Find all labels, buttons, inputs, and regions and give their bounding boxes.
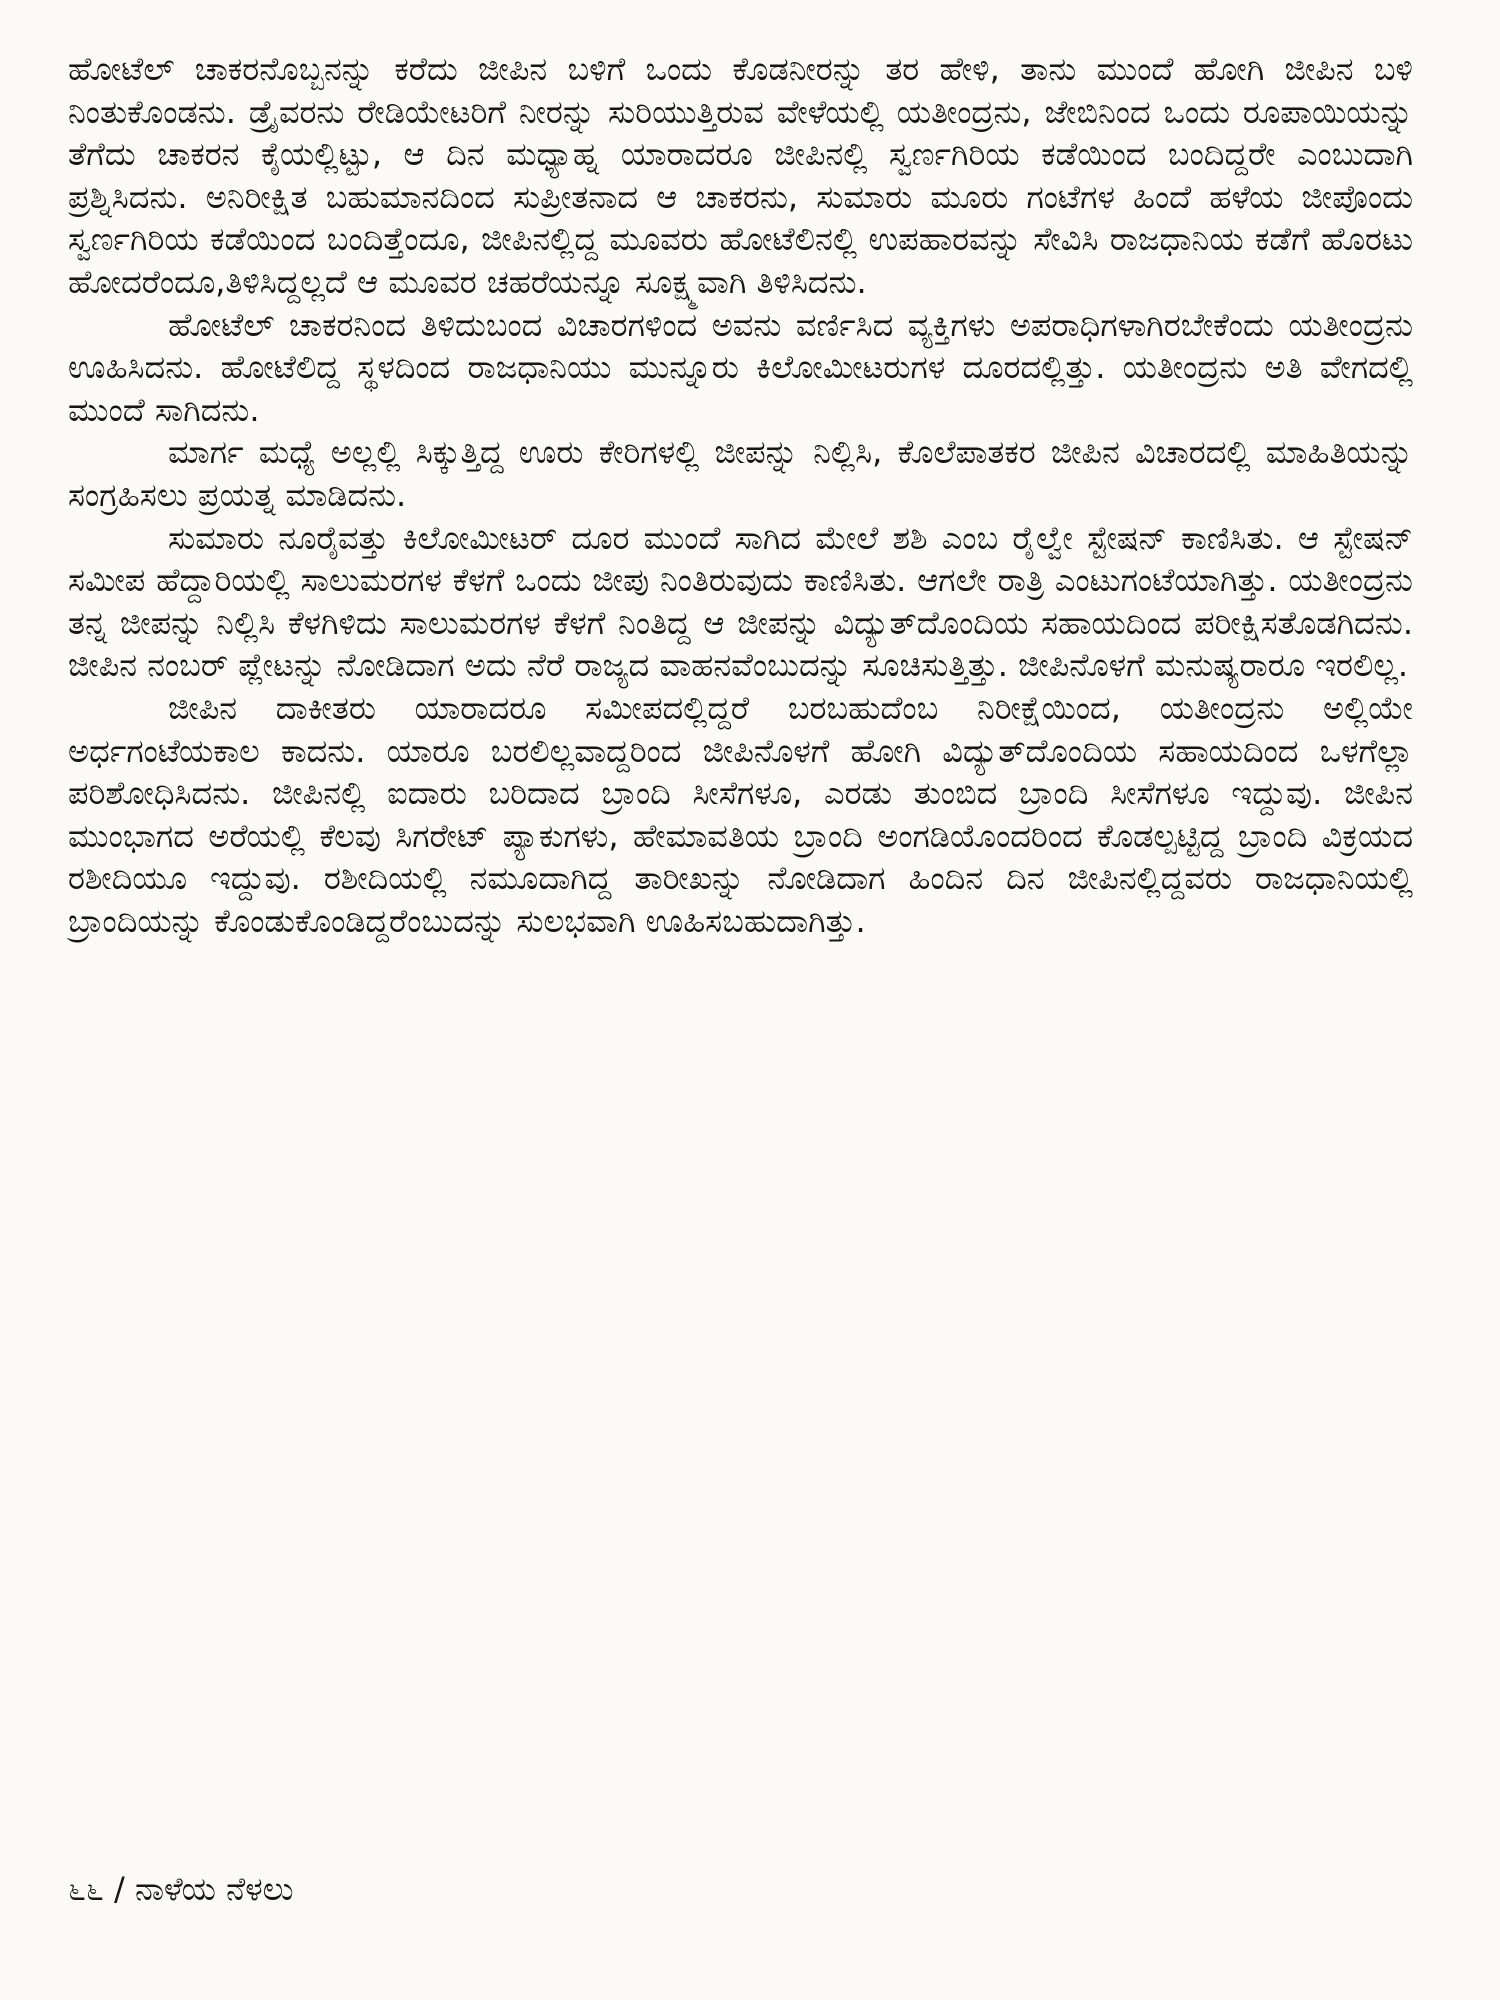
paragraph-5: ಜೀಪಿನ ದಾಕೀತರು ಯಾರಾದರೂ ಸಮೀಪದಲ್ಲಿದ್ದರೆ ಬರಬಹುದೆಂಬ ನಿರೀಕ್ಷೆಯಿಂದ, ಯತೀಂದ್ರನು ಅಲ್ಲಿಯೇ ಅರ್ಧಗಂಟೆಯಕಾಲ ಕಾದನು. ಯಾರೂ ಬರಲಿಲ್ಲವಾದ್ದರಿಂದ ಜೀಪಿನೊಳಗೆ ಹೋಗಿ ವಿದ್ಯುತ್‌ದೊಂದಿಯ ಸಹಾಯದಿಂದ ಒಳಗೆಲ್ಲಾ ಪರಿಶೋಧಿಸಿದನು. ಜೀಪಿನಲ್ಲಿ ಐದಾರು ಬರಿದಾದ ಬ್ರಾಂದಿ ಸೀಸೆಗಳೂ, ಎರಡು ತುಂಬಿದ ಬ್ರಾಂದಿ ಸೀಸೆಗಳೂ ಇದ್ದುವು. ಜೀಪಿನ ಮುಂಭಾಗದ ಅರೆಯಲ್ಲಿ ಕೆಲವು ಸಿಗರೇಟ್ ಪ್ಯಾಕುಗಳು, ಹೇಮಾವತಿಯ ಬ್ರಾಂದಿ ಅಂಗಡಿಯೊಂದರಿಂದ ಕೊಡಲ್ಪಟ್ಟಿದ್ದ ಬ್ರಾಂದಿ ವಿಕ್ರಯದ ರಶೀದಿಯೂ ಇದ್ದುವು. ರಶೀದಿಯಲ್ಲಿ ನಮೂದಾಗಿದ್ದ ತಾರೀಖನ್ನು ನೋಡಿದಾಗ ಹಿಂದಿನ ದಿನ ಜೀಪಿನಲ್ಲಿದ್ದವರು ರಾಜಧಾನಿಯಲ್ಲಿ ಬ್ರಾಂದಿಯನ್ನು ಕೊಂಡುಕೊಂಡಿದ್ದರೆಂಬುದನ್ನು ಸುಲಭವಾಗಿ ಊಹಿಸಬಹುದಾಗಿತ್ತು. — [68, 688, 1413, 940]
body-text — [68, 48, 1413, 942]
page-footer: ೬೬ / ನಾಳೆಯ ನೆಳಲು — [68, 1870, 294, 1908]
paragraph-3: ಮಾರ್ಗ ಮಧ್ಯೆ ಅಲ್ಲಲ್ಲಿ ಸಿಕ್ಕುತ್ತಿದ್ದ ಊರು ಕೇರಿಗಳಲ್ಲಿ ಜೀಪನ್ನು ನಿಲ್ಲಿಸಿ, ಕೊಲೆಪಾತಕರ ಜೀಪಿನ ವಿಚಾರದಲ್ಲಿ ಮಾಹಿತಿಯನ್ನು ಸಂಗ್ರಹಿಸಲು ಪ್ರಯತ್ನ ಮಾಡಿದನು. — [68, 433, 1413, 514]
paragraph-1: ಹೋಟೆಲ್ ಚಾಕರನೊಬ್ಬನನ್ನು ಕರೆದು ಜೀಪಿನ ಬಳಿಗೆ ಒಂದು ಕೊಡನೀರನ್ನು ತರ ಹೇಳಿ, ತಾನು ಮುಂದೆ ಹೋಗಿ ಜೀಪಿನ ಬಳಿ ನಿಂತುಕೊಂಡನು. ಡ್ರೈವರನು ರೇಡಿಯೇಟರಿಗೆ ನೀರನ್ನು ಸುರಿಯುತ್ತಿರುವ ವೇಳೆಯಲ್ಲಿ ಯತೀಂದ್ರನು, ಜೇಬಿನಿಂದ ಒಂದು ರೂಪಾಯಿಯನ್ನು ತೆಗೆದು ಚಾಕರನ ಕೈಯಲ್ಲಿಟ್ಟು, ಆ ದಿನ ಮಧ್ಯಾಹ್ನ ಯಾರಾದರೂ ಜೀಪಿನಲ್ಲಿ ಸ್ವರ್ಣಗಿರಿಯ ಕಡೆಯಿಂದ ಬಂದಿದ್ದರೇ ಎಂಬುದಾಗಿ ಪ್ರಶ್ನಿಸಿದನು. ಅನಿರೀಕ್ಷಿತ ಬಹುಮಾನದಿಂದ ಸುಪ್ರೀತನಾದ ಆ ಚಾಕರನು, ಸುಮಾರು ಮೂರು ಗಂಟೆಗಳ ಹಿಂದೆ ಹಳೆಯ ಜೀಪೊಂದು ಸ್ವರ್ಣಗಿರಿಯ ಕಡೆಯಿಂದ ಬಂದಿತ್ತೆಂದೂ, ಜೀಪಿನಲ್ಲಿದ್ದ ಮೂವರು ಹೋಟೆಲಿನಲ್ಲಿ ಉಪಹಾರವನ್ನು ಸೇವಿಸಿ ರಾಜಧಾನಿಯ ಕಡೆಗೆ ಹೊರಟು ಹೋದರೆಂದೂ,ತಿಳಿಸಿದ್ದಲ್ಲದೆ ಆ ಮೂವರ ಚಹರೆಯನ್ನೂ ಸೂಕ್ಷ್ಮವಾಗಿ ತಿಳಿಸಿದನು. — [68, 50, 1413, 301]
paragraph-2: ಹೋಟೆಲ್ ಚಾಕರನಿಂದ ತಿಳಿದುಬಂದ ವಿಚಾರಗಳಿಂದ ಅವನು ವರ್ಣಿಸಿದ ವ್ಯಕ್ತಿಗಳು ಅಪರಾಧಿಗಳಾಗಿರಬೇಕೆಂದು ಯತೀಂದ್ರನು ಊಹಿಸಿದನು. ಹೋಟೆಲಿದ್ದ ಸ್ಥಳದಿಂದ ರಾಜಧಾನಿಯು ಮುನ್ನೂರು ಕಿಲೋಮೀಟರುಗಳ ದೂರದಲ್ಲಿತ್ತು. ಯತೀಂದ್ರನು ಅತಿ ವೇಗದಲ್ಲಿ ಮುಂದೆ ಸಾಗಿದನು. — [68, 305, 1413, 429]
paragraph-4: ಸುಮಾರು ನೂರೈವತ್ತು ಕಿಲೋಮೀಟರ್ ದೂರ ಮುಂದೆ ಸಾಗಿದ ಮೇಲೆ ಶಶಿ ಎಂಬ ರೈಲ್ವೇ ಸ್ಟೇಷನ್ ಕಾಣಿಸಿತು. ಆ ಸ್ಟೇಷನ್ ಸಮೀಪ ಹೆದ್ದಾರಿಯಲ್ಲಿ ಸಾಲುಮರಗಳ ಕೆಳಗೆ ಒಂದು ಜೀಪು ನಿಂತಿರುವುದು ಕಾಣಿಸಿತು. ಆಗಲೇ ರಾತ್ರಿ ಎಂಟುಗಂಟೆಯಾಗಿತ್ತು. ಯತೀಂದ್ರನು ತನ್ನ ಜೀಪನ್ನು ನಿಲ್ಲಿಸಿ ಕೆಳಗಿಳಿದು ಸಾಲುಮರಗಳ ಕೆಳಗೆ ನಿಂತಿದ್ದ ಆ ಜೀಪನ್ನು ವಿದ್ಯುತ್‌ದೊಂದಿಯ ಸಹಾಯದಿಂದ ಪರೀಕ್ಷಿಸತೊಡಗಿದನು. ಜೀಪಿನ ನಂಬರ್ ಪ್ಲೇಟನ್ನು ನೋಡಿದಾಗ ಅದು ನೆರೆ ರಾಜ್ಯದ ವಾಹನವೆಂಬುದನ್ನು ಸೂಚಿಸುತ್ತಿತ್ತು. ಜೀಪಿನೊಳಗೆ ಮನುಷ್ಯರಾರೂ ಇರಲಿಲ್ಲ. — [68, 518, 1413, 685]
